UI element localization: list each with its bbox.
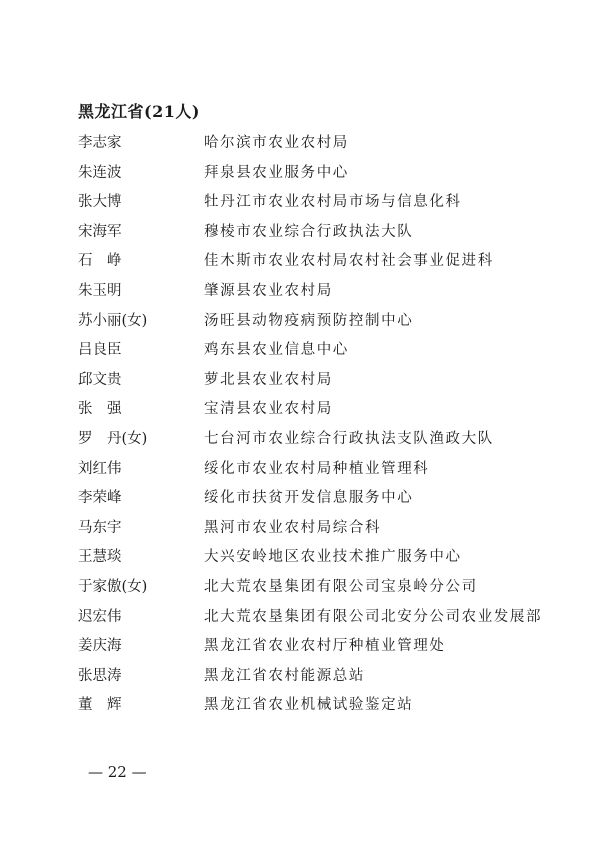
person-name: 于家傲(女) <box>78 578 148 595</box>
work-unit: 黑河市农业农村局综合科 <box>204 519 382 536</box>
person-name: 朱玉明 <box>78 282 122 299</box>
list-item <box>78 218 548 248</box>
section-heading: 黑龙江省(21人) <box>78 102 200 121</box>
work-unit: 黑龙江省农村能源总站 <box>204 667 365 684</box>
person-name: 姜庆海 <box>78 638 122 655</box>
work-unit: 鸡东县农业信息中心 <box>204 342 349 359</box>
list-item <box>78 543 548 573</box>
work-unit: 哈尔滨市农业农村局 <box>204 135 349 151</box>
person-name: 张大博 <box>78 194 122 211</box>
list-item <box>78 247 548 277</box>
person-name: 李荣峰 <box>78 490 122 507</box>
list-item <box>78 691 548 721</box>
person-name: 张 强 <box>78 401 122 418</box>
list-item <box>78 425 548 455</box>
work-unit: 北大荒农垦集团有限公司宝泉岭分公司 <box>204 578 478 595</box>
work-unit: 拜泉县农业服务中心 <box>204 164 349 181</box>
person-name: 张思涛 <box>78 667 122 684</box>
list-item <box>78 188 548 218</box>
work-unit: 黑龙江省农业机械试验鉴定站 <box>204 697 414 714</box>
list-item <box>78 159 548 189</box>
list-item <box>78 277 548 307</box>
work-unit: 绥化市扶贫开发信息服务中心 <box>204 490 414 507</box>
person-name: 刘红伟 <box>78 460 122 477</box>
work-unit: 肇源县农业农村局 <box>204 282 333 299</box>
list-item <box>78 603 548 633</box>
page-number: — 22 — <box>88 763 147 781</box>
list-item <box>78 573 548 603</box>
work-unit: 牡丹江市农业农村局市场与信息化科 <box>204 194 462 211</box>
work-unit: 佳木斯市农业农村局农村社会事业促进科 <box>204 253 494 270</box>
person-name: 宋海军 <box>78 223 122 240</box>
person-name: 朱连波 <box>78 164 122 181</box>
person-name: 吕良臣 <box>78 342 122 359</box>
list-item <box>78 307 548 337</box>
work-unit: 穆棱市农业综合行政执法大队 <box>204 223 414 240</box>
work-unit: 黑龙江省农业农村厅种植业管理处 <box>204 638 446 655</box>
list-item <box>78 129 548 159</box>
list-item <box>78 366 548 396</box>
list-item <box>78 336 548 366</box>
work-unit: 汤旺县动物疫病预防控制中心 <box>204 312 414 329</box>
person-name: 李志家 <box>78 135 122 151</box>
list-item <box>78 395 548 425</box>
entry-list <box>78 129 548 721</box>
person-name: 石 峥 <box>78 253 122 270</box>
person-name: 苏小丽(女) <box>78 312 148 329</box>
work-unit: 绥化市农业农村局种植业管理科 <box>204 460 430 477</box>
person-name: 罗 丹(女) <box>78 430 148 447</box>
list-item <box>78 455 548 485</box>
list-item <box>78 514 548 544</box>
person-name: 邱文贵 <box>78 371 122 388</box>
list-item <box>78 484 548 514</box>
person-name: 董 辉 <box>78 697 122 714</box>
work-unit: 大兴安岭地区农业技术推广服务中心 <box>204 549 462 566</box>
work-unit: 萝北县农业农村局 <box>204 371 333 388</box>
work-unit: 北大荒农垦集团有限公司北安分公司农业发展部 <box>204 608 543 625</box>
list-item <box>78 662 548 692</box>
person-name: 迟宏伟 <box>78 608 122 625</box>
list-item <box>78 632 548 662</box>
person-name: 马东宇 <box>78 519 122 536</box>
work-unit: 宝清县农业农村局 <box>204 401 333 418</box>
person-name: 王慧琰 <box>78 549 122 566</box>
work-unit: 七台河市农业综合行政执法支队渔政大队 <box>204 430 494 447</box>
